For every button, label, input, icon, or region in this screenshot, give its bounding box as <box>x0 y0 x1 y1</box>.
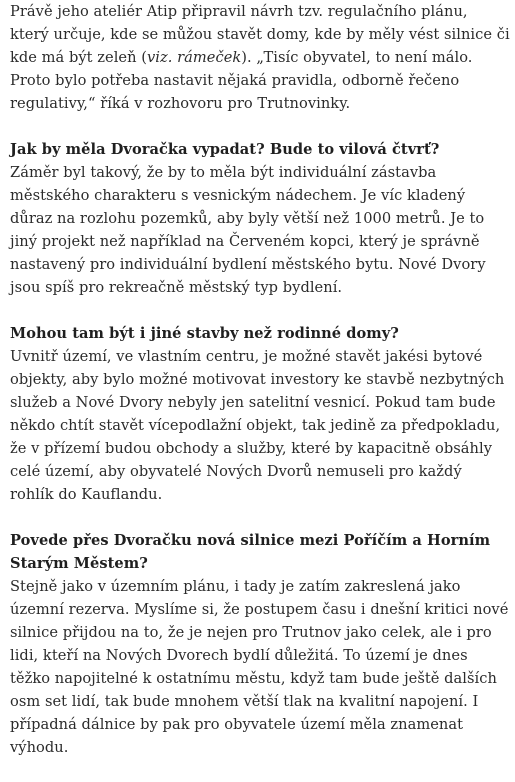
question-heading-2: Mohou tam být i jiné stavby než rodinné domy? <box>10 325 399 342</box>
intro-paragraph <box>10 0 510 115</box>
article-body <box>10 0 510 782</box>
question-heading-3: Povede přes Dvoračku nová silnice mezi Poříčím a Horním Starým Městem? <box>10 532 491 572</box>
qa-section-1 <box>10 138 510 299</box>
answer-paragraph-3: Stejně jako v územním plánu, i tady je zatím zakreslená jako územní rezerva. Myslíme si, že postupem času i dnešní kritici nové silnice přijdou na to, že je nejen pro Trutnov jako celek, ale i pro lidi, kteří na Nových Dvorech bydlí důležitá. To území je dnes těžko napojitelné k ostatnímu městu, když tam bude ještě dalších osm set lidí, tak bude mnohem větší tlak na kvalitní napojení. I případná dálnice by pak pro obyvatele území měla znamenat výhodu. <box>10 578 509 756</box>
answer-paragraph-1: Záměr byl takový, že by to měla být individuální zástavba městského charakteru s vesnickým nádechem. Je víc kladený důraz na rozlohu pozemků, aby byly větší než 1000 metrů. Je to jiný projekt než například na Červeném kopci, který je správně nastavený pro individuální bydlení městského bytu. Nové Dvory jsou spíš pro rekreačně městský typ bydlení. <box>10 164 486 296</box>
answer-paragraph-2: Uvnitř území, ve vlastním centru, je možné stavět jakési bytové objekty, aby bylo možné motivovat investory ke stavbě nezbytných služeb a Nové Dvory nebyly jen satelitní vesnicí. Pokud tam bude někdo chtít stavět vícepodlažní objekt, tak jedině za předpokladu, že v přízemí budou obchody a služby, které by kapacitně obsáhly celé území, aby obyvatelé Nových Dvorů nemuseli pro každý rohlík do Kauflandu. <box>10 348 505 503</box>
qa-section-3 <box>10 529 510 759</box>
intro-text-start: Právě jeho ateliér Atip připravil návrh tzv. regulačního plánu, který určuje, kde se můžou stavět domy, kde by měly vést silnice či kde má být zeleň ( <box>10 3 510 66</box>
intro-italic-reference: viz. rámeček <box>147 49 242 66</box>
question-heading-1: Jak by měla Dvoračka vypadat? Bude to vilová čtvrť? <box>10 141 440 158</box>
qa-section-2 <box>10 322 510 506</box>
intro-text-end: ). „Tisíc obyvatel, to není málo. Proto bylo potřeba nastavit nějaká pravidla, odborně řečeno regulativy,“ říká v rozhovoru pro Trutnovinky. <box>10 49 473 112</box>
